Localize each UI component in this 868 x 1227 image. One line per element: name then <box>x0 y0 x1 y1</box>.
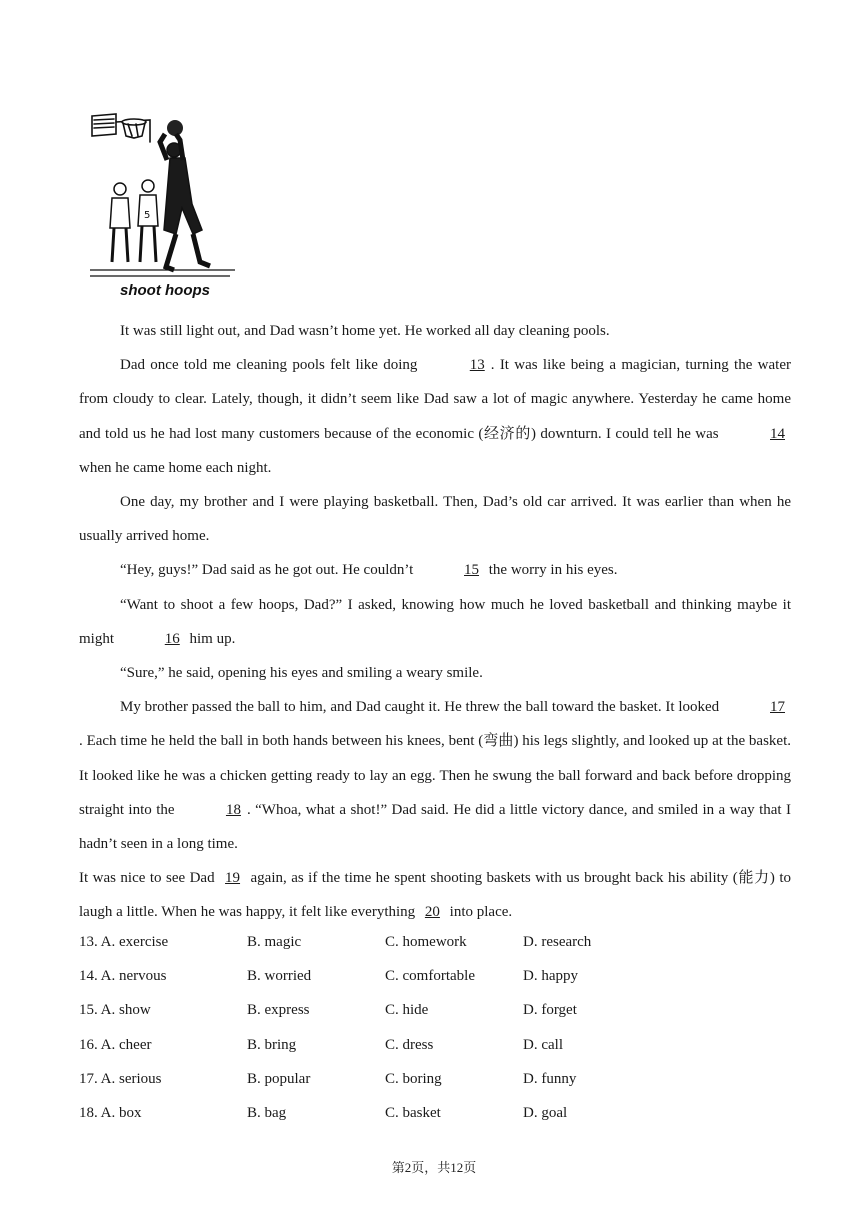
option-c: C. hide <box>385 1002 429 1019</box>
option-b: B. magic <box>247 934 302 950</box>
passage-text: “Sure,” he said, opening his eyes and smiling a weary smile. <box>120 665 483 682</box>
question-row <box>79 1064 799 1098</box>
passage-text: him up. <box>185 630 236 647</box>
option-a: 13. A. exercise <box>79 934 169 950</box>
passage-text: It was nice to see Dad <box>79 870 220 887</box>
option-a: 16. A. cheer <box>79 1036 152 1053</box>
option-b: B. express <box>247 1002 310 1019</box>
blank-number: 14 <box>770 425 785 442</box>
option-a: 17. A. serious <box>79 1070 162 1087</box>
passage-paragraph <box>79 690 791 861</box>
option-d: D. happy <box>523 968 578 985</box>
passage-text: “Hey, guys!” Dad said as he got out. He couldn’t <box>120 562 418 579</box>
question-row <box>79 1030 799 1064</box>
passage-text: . Each time he held the ball in both hands between his knees, bent (弯曲) his legs slightly, and looked up at the basket. It looked like he was a chicken getting ready to lay an egg. Then he swung the ball forward and back before dropping straight into the <box>79 733 791 818</box>
page-footer: 第2页，共12页 <box>391 1160 477 1175</box>
passage-paragraph <box>79 588 791 656</box>
blank-number: 16 <box>164 630 180 647</box>
passage-text: the worry in his eyes. <box>485 562 618 579</box>
passage-paragraph <box>79 314 791 348</box>
passage-text: . It was like being a magician, turning the water from cloudy to clear. Lately, though, it didn’t seem like Dad saw a lot of magic anywhere. Yesterday he came home and told us he had lost many customers because of the economic (经济的) downturn. I could tell he was <box>79 357 791 442</box>
option-c: C. homework <box>385 934 467 950</box>
passage-paragraph <box>79 553 791 587</box>
blank-number: 15 <box>464 562 480 579</box>
option-a: 15. A. show <box>79 1002 151 1019</box>
blank-number: 13 <box>469 357 485 374</box>
passage <box>79 314 791 930</box>
option-d: D. funny <box>523 1070 577 1087</box>
passage-text: Dad once told me cleaning pools felt like doing <box>120 357 423 374</box>
basketball-players-illustration <box>90 112 235 282</box>
option-b: B. popular <box>247 1070 311 1087</box>
option-b: B. worried <box>247 968 312 985</box>
question-options <box>79 927 799 1132</box>
option-a: 18. A. box <box>79 1104 142 1121</box>
passage-text: It was still light out, and Dad wasn’t home yet. He worked all day cleaning pools. <box>120 323 610 339</box>
svg-text:5: 5 <box>144 210 151 221</box>
blank-number: 18 <box>225 801 241 818</box>
option-b: B. bag <box>247 1104 287 1121</box>
option-d: D. forget <box>523 1002 577 1019</box>
blank-number: 19 <box>225 870 241 887</box>
passage-text: when he came home each night. <box>79 459 272 476</box>
option-c: C. comfortable <box>385 968 475 985</box>
option-d: D. goal <box>523 1104 568 1121</box>
passage-text: My brother passed the ball to him, and Dad caught it. He threw the ball toward the basket. It looked <box>120 699 723 716</box>
passage-paragraph <box>79 348 791 485</box>
passage-text: One day, my brother and I were playing basketball. Then, Dad’s old car arrived. It was earlier than when he usually arrived home. <box>79 494 791 545</box>
option-b: B. bring <box>247 1036 297 1053</box>
passage-text: “Want to shoot a few hoops, Dad?” I asked, knowing how much he loved basketball and thinking maybe it might <box>79 596 791 647</box>
passage-paragraph <box>79 485 791 553</box>
passage-text: . “Whoa, what a shot!” Dad said. He did a little victory dance, and smiled in a way that I hadn’t seen in a long time. <box>79 801 791 853</box>
option-d: D. call <box>523 1036 563 1053</box>
question-row <box>79 1098 799 1132</box>
option-c: C. boring <box>385 1070 442 1087</box>
illustration-caption: shoot hoops <box>120 282 210 299</box>
option-c: C. dress <box>385 1036 434 1053</box>
option-d: D. research <box>523 934 592 950</box>
option-a: 14. A. nervous <box>79 968 167 985</box>
blank-number: 20 <box>424 904 440 921</box>
blank-number: 17 <box>770 699 785 716</box>
passage-paragraph <box>79 861 791 929</box>
option-c: C. basket <box>385 1104 441 1121</box>
question-row <box>79 995 799 1029</box>
passage-paragraph <box>79 656 791 690</box>
passage-text: again, as if the time he spent shooting baskets with us brought back his ability (能力) to laugh a little. When he was happy, it felt like everything <box>79 870 791 921</box>
passage-text: into place. <box>445 904 513 921</box>
question-row <box>79 961 799 995</box>
question-row <box>79 927 799 961</box>
